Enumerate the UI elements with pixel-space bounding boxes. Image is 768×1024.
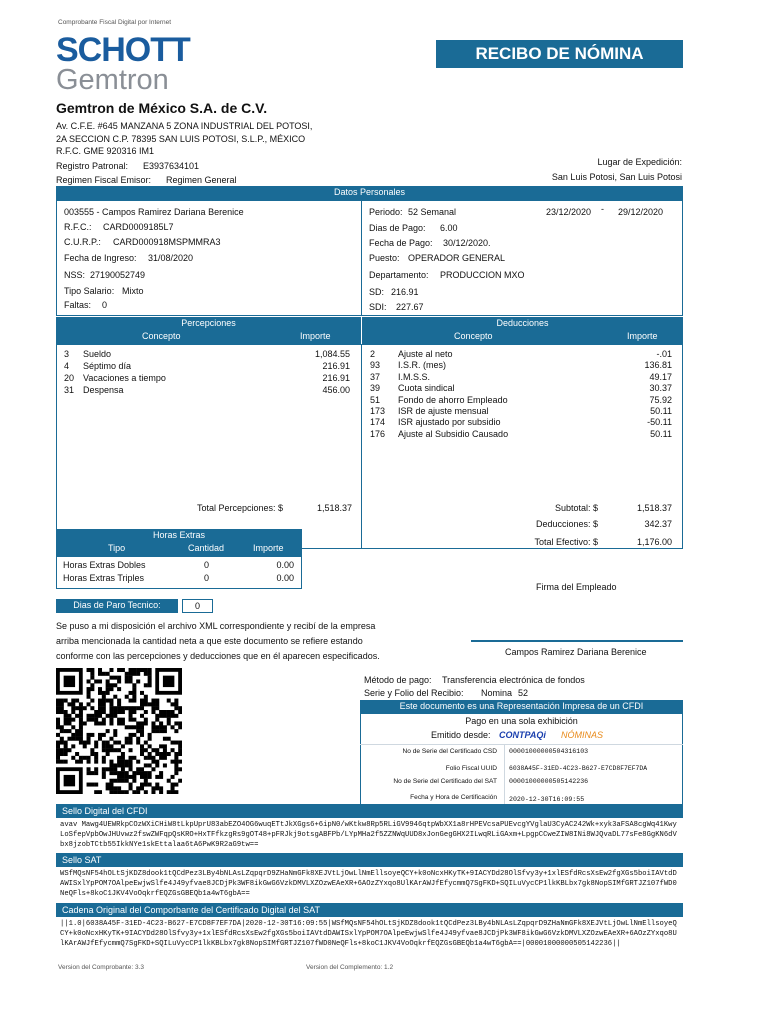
sdi-value: 227.67 xyxy=(396,302,424,312)
horas-cantidad: 0 xyxy=(204,573,210,583)
company-name: Gemtron de México S.A. de C.V. xyxy=(56,100,268,116)
deduccion-amount: -.01 xyxy=(656,349,672,359)
sello-sat-text: WSfMQsNF54hOLtSjKDZ8dook1tQCdPez3LBy4bNLAsLZqpqrD9ZHaNmGFk8XEJVtLjOwLlNmEllsoyeQCY+k0oNcxHKyTK+9IACYDd28OlSfvy3y+1xlESfdRcsXsEw2fgXGs5boiIAVtdDAWISxlYpPOM7OAlpeEwjwSlfe4J49yfvae8JCDjPk3WF8ikGwG6VzkDMVLXZOzwEAeXR+6AOzZYxqo8UlKArAWJfEfycmmQ7SgFKD+SQILuVycCP1lkKBLbx7gk8NopSIMfGRTJZ107fWD0NeQFls+8koC1JKV4VoOqkrfEQZGsGBEQb1a4wT6gbA== xyxy=(60,870,677,898)
statement-line-2: arriba mencionada la cantidad neta a que este documento se refiere estando xyxy=(56,636,363,646)
conceptos-divider xyxy=(361,344,362,549)
nss-value: 27190052749 xyxy=(90,270,146,280)
pago-unico: Pago en una sola exhibición xyxy=(465,716,578,726)
registro-label: Registro Patronal: xyxy=(56,161,129,171)
lugar-value: San Luis Potosi, San Luis Potosi xyxy=(551,172,682,182)
sello-cfdi-text: avav Mawg4UEWRkpCOzWXiCHiW8tLkpUprU83abEZO4OG6wuqETtJkXGgs6+6ipN0/wKtkw8Rp5RLiGV9946qtpWbXX1a8rHPEVcsaPUEvcgYVglaU3CyAC242Wk+xyk3aFSA8cgWq41KwyLoSfepVpbOwJHUvwz2fswZWFqpQsKRO+HxTFfkzgRs9gOT48+pFRJkj9otsgABFPb/LYpMHa2f5ZZNWqUUD8xJonGegGHX2ILwqRLiGAxm+LpgpCCweZIW8INi8WJQvaDL77sFe8GgKN6dVbx8jzobTCtb55IkkNYe1skEttalaa6tA6PwK9R2aG9tw== xyxy=(60,821,677,849)
fecha-cert-label: Fecha y Hora de Certificación xyxy=(410,794,497,801)
statement-line-3: conforme con las percepciones y deducciones que en él aparecen especificados. xyxy=(56,651,380,661)
datos-personales-header: Datos Personales xyxy=(56,186,683,200)
company-logo xyxy=(56,33,206,99)
rfc-label: R.F.C.: xyxy=(64,222,92,232)
total-percepciones-value: 1,518.37 xyxy=(316,503,352,513)
dias-pago-value: 6.00 xyxy=(440,223,458,233)
qr-code xyxy=(56,668,182,794)
percepciones-colheads xyxy=(56,330,361,344)
puesto-value: OPERADOR GENERAL xyxy=(408,253,506,263)
curp-label: C.U.R.P.: xyxy=(64,237,101,247)
deduccion-label: I.M.S.S. xyxy=(398,372,431,382)
deduccion-amount: -50.11 xyxy=(647,417,672,427)
curp-value: CARD000918MSPMMRA3 xyxy=(113,237,221,247)
uuid-label: Folio Fiscal UUID xyxy=(445,765,497,772)
percepcion-code: 20 xyxy=(64,373,75,383)
folio-value: 52 xyxy=(518,688,529,698)
doc-title: RECIBO DE NÓMINA xyxy=(436,40,683,68)
deduccion-amount: 30.37 xyxy=(649,383,672,393)
deduccion-label: ISR ajustado por subsidio xyxy=(398,417,501,427)
sello-cfdi-header: Sello Digital del CFDI xyxy=(56,804,683,818)
deduccion-amount: 49.17 xyxy=(649,372,672,382)
nominas-brand: NÓMINAS xyxy=(561,730,604,740)
contpaqi-brand: CONTPAQi xyxy=(499,730,546,740)
tipo-salario-value: Mixto xyxy=(122,286,144,296)
cert-sat-value: 00001000000505142236 xyxy=(509,778,589,785)
horas-tipo: Horas Extras Triples xyxy=(63,573,145,583)
horas-importe: 0.00 xyxy=(276,573,294,583)
deduccion-code: 176 xyxy=(370,429,386,439)
metodo-pago-label: Método de pago: xyxy=(364,675,432,685)
total-percepciones-label: Total Percepciones: $ xyxy=(196,503,283,513)
nss-label: NSS: xyxy=(64,270,86,280)
deducciones-total-value: 342.37 xyxy=(644,519,672,529)
deduccion-amount: 136.81 xyxy=(644,360,672,370)
sd-label: SD: xyxy=(369,287,385,297)
cert-sat-label: No de Serie del Certificado del SAT xyxy=(393,778,497,785)
sello-sat-header: Sello SAT xyxy=(56,853,683,867)
faltas-label: Faltas: xyxy=(64,300,92,310)
emitido-label: Emitido desde: xyxy=(431,730,491,740)
deduccion-code: 37 xyxy=(370,372,381,382)
periodo-to: 29/12/2020 xyxy=(618,207,664,217)
serie-value: Nomina xyxy=(481,688,513,698)
percepcion-code: 31 xyxy=(64,385,75,395)
percepciones-col-importe: Importe xyxy=(300,331,331,341)
signature-line xyxy=(471,640,683,642)
datos-divider xyxy=(361,200,362,316)
firma-name: Campos Ramirez Dariana Berenice xyxy=(505,647,647,657)
sdi-label: SDI: xyxy=(369,302,387,312)
total-efectivo-value: 1,176.00 xyxy=(636,537,672,547)
uuid-value: 6038A45F-31ED-4C23-B627-E7CD8F7EF7DA xyxy=(509,765,648,772)
deduccion-label: ISR de ajuste mensual xyxy=(398,406,489,416)
horas-col-cantidad: Cantidad xyxy=(188,543,225,553)
regimen-value: Regimen General xyxy=(166,175,237,185)
deduccion-label: Ajuste al neto xyxy=(398,349,453,359)
qr-code-graphic xyxy=(56,668,182,794)
deduccion-code: 39 xyxy=(370,383,381,393)
dias-pago-label: Dias de Pago: xyxy=(369,223,426,233)
percepcion-label: Despensa xyxy=(83,385,124,395)
periodo-dash: - xyxy=(601,204,604,214)
deduccion-amount: 75.92 xyxy=(649,395,672,405)
ingreso-value: 31/08/2020 xyxy=(148,253,194,263)
registro-value: E3937634101 xyxy=(143,161,200,171)
cfdi-rule xyxy=(360,744,683,745)
tipo-salario-label: Tipo Salario: xyxy=(64,286,115,296)
top-caption: Comprobante Fiscal Digital por Internet xyxy=(58,19,172,26)
faltas-value: 0 xyxy=(102,300,108,310)
version-comprobante: Version del Comprobante: 3.3 xyxy=(58,964,144,971)
deduccion-label: Ajuste al Subsidio Causado xyxy=(398,429,509,439)
firma-label: Firma del Empleado xyxy=(536,582,617,592)
horas-importe: 0.00 xyxy=(276,560,294,570)
deduccion-code: 51 xyxy=(370,395,381,405)
deduccion-code: 174 xyxy=(370,417,386,427)
horas-tipo: Horas Extras Dobles xyxy=(63,560,146,570)
cadena-header: Cadena Original del Comporbante del Certificado Digital del SAT xyxy=(56,903,683,917)
cfdi-header: Este documento es una Representación Impresa de un CFDI xyxy=(360,700,683,713)
cert-csd-value: 00001000000504316103 xyxy=(509,748,589,755)
company-rfc: R.F.C. GME 920316 IM1 xyxy=(56,146,155,156)
deduccion-code: 2 xyxy=(370,349,376,359)
metodo-pago-value: Transferencia electrónica de fondos xyxy=(442,675,585,685)
deducciones-col-concepto: Concepto xyxy=(454,331,493,341)
paro-value: 0 xyxy=(182,599,213,613)
deducciones-header: Deducciones xyxy=(362,317,683,330)
horas-col-tipo: Tipo xyxy=(108,543,126,553)
address-line-1: Av. C.F.E. #645 MANZANA 5 ZONA INDUSTRIAL DEL POTOSI, xyxy=(56,121,313,131)
periodo-value: 52 Semanal xyxy=(408,207,457,217)
periodo-from: 23/12/2020 xyxy=(546,207,592,217)
percepcion-code: 3 xyxy=(64,349,70,359)
employee-line: 003555 - Campos Ramirez Dariana Berenice xyxy=(64,207,244,217)
ingreso-label: Fecha de Ingreso: xyxy=(64,253,137,263)
horas-col-importe: Importe xyxy=(253,543,284,553)
logo-schott-text: SCHOTT xyxy=(56,31,190,69)
rfc-value: CARD0009185L7 xyxy=(103,222,174,232)
percepciones-header: Percepciones xyxy=(56,317,361,330)
percepcion-amount: 1,084.55 xyxy=(314,349,350,359)
horas-cantidad: 0 xyxy=(204,560,210,570)
departamento-value: PRODUCCION MXO xyxy=(440,270,525,280)
sd-value: 216.91 xyxy=(391,287,419,297)
cadena-text: ||1.0|6038A45F-31ED-4C23-B627-E7CD8F7EF7DA|2020-12-30T16:09:55|WSfMQsNF54hOLtSjKDZ8dook1tQCdPez3LBy4bNLAsLZqpqrD9ZHaNmGFk8XEJVtLjOwLlNmEllsoyeQCY+k0oNcxHKyTK+9IACYDd28OlSfvy3y+1xlESfdRcsXsEw2fgXGs5boiIAVtdDAWISxlYpPOM7OAlpeEwjwSlfe4J49yfvae8JCDjPk3WF8ikGwG6VzkDMVLXZOzwEAeXR+6AOzZYxqo8UlKArAWJfEfycmmQ7SgFKD+SQILuVycCP1lkKBLbx7gk8NopSIMfGRTJZ107fWD0NeQFls+8koC1JKV4VoOqkrfEQZGsGBEQb1a4wT6gbA==|00001000000505142236|| xyxy=(60,920,677,948)
deduccion-code: 173 xyxy=(370,406,386,416)
subtotal-value: 1,518.37 xyxy=(636,503,672,513)
fecha-cert-value: 2020-12-30T16:09:55 xyxy=(509,796,585,803)
regimen-label: Regimen Fiscal Emisor: xyxy=(56,175,152,185)
percepcion-amount: 456.00 xyxy=(322,385,350,395)
deducciones-col-importe: Importe xyxy=(627,331,658,341)
deducciones-colheads xyxy=(362,330,683,344)
serie-folio-label: Serie y Folio del Recibio: xyxy=(364,688,464,698)
fecha-pago-value: 30/12/2020. xyxy=(443,238,491,248)
total-efectivo-label: Total Efectivo: $ xyxy=(534,537,598,547)
deduccion-label: Fondo de ahorro Empleado xyxy=(398,395,508,405)
percepcion-amount: 216.91 xyxy=(322,373,350,383)
deduccion-code: 93 xyxy=(370,360,381,370)
periodo-label: Periodo: xyxy=(369,207,403,217)
deducciones-total-label: Deducciones: $ xyxy=(535,519,598,529)
departamento-label: Departamento: xyxy=(369,270,429,280)
address-line-2: 2A SECCION C.P. 78395 SAN LUIS POTOSI, S.L.P., MÉXICO xyxy=(56,134,306,144)
percepcion-amount: 216.91 xyxy=(322,361,350,371)
deduccion-amount: 50.11 xyxy=(650,429,672,439)
horas-extras-header: Horas Extras xyxy=(56,529,302,542)
version-complemento: Version del Complemento: 1.2 xyxy=(306,964,394,971)
statement-line-1: Se puso a mi disposición el archivo XML correspondiente y recibí de la empresa xyxy=(56,621,376,631)
logo-gemtron-text: Gemtron xyxy=(56,64,169,96)
percepcion-code: 4 xyxy=(64,361,70,371)
percepcion-label: Séptimo día xyxy=(83,361,132,371)
deduccion-label: I.S.R. (mes) xyxy=(398,360,447,370)
percepciones-col-concepto: Concepto xyxy=(142,331,181,341)
percepcion-label: Sueldo xyxy=(83,349,112,359)
paro-label: Dias de Paro Tecnico: xyxy=(56,599,178,613)
lugar-label: Lugar de Expedición: xyxy=(597,157,682,167)
deduccion-label: Cuota sindical xyxy=(398,383,455,393)
cert-csd-label: No de Serie del Certificado CSD xyxy=(402,748,497,755)
percepcion-label: Vacaciones a tiempo xyxy=(83,373,166,383)
puesto-label: Puesto: xyxy=(369,253,400,263)
horas-extras-colheads xyxy=(56,542,302,556)
subtotal-label: Subtotal: $ xyxy=(554,503,598,513)
deduccion-amount: 50.11 xyxy=(650,406,672,416)
cfdi-vrule xyxy=(504,744,505,810)
fecha-pago-label: Fecha de Pago: xyxy=(369,238,433,248)
